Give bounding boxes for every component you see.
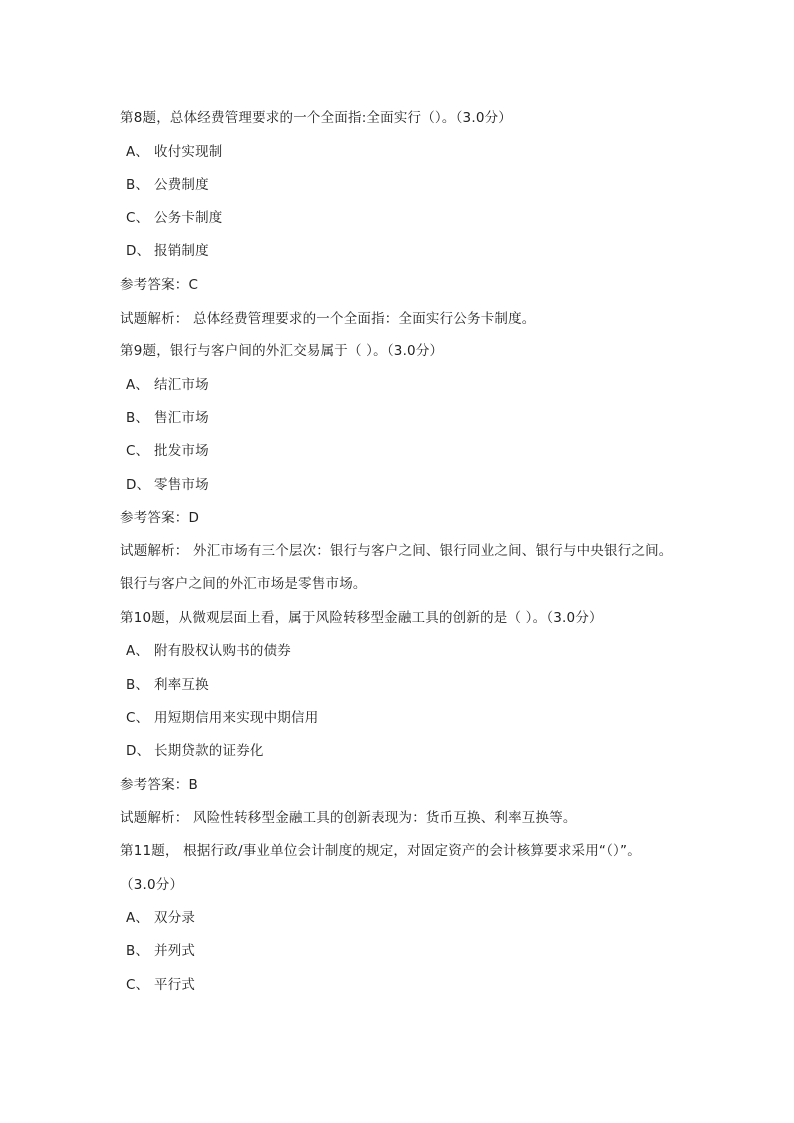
option-letter: A、: [126, 144, 150, 160]
question-11-option-b: [126, 941, 195, 961]
option-letter: A、: [126, 643, 150, 659]
option-letter: A、: [126, 910, 150, 926]
option-letter: B、: [126, 677, 150, 693]
option-text: 平行式: [154, 977, 196, 993]
question-9-option-b: [126, 408, 209, 428]
option-text: 报销制度: [154, 243, 209, 259]
option-text: 结汇市场: [154, 377, 209, 393]
question-9-title: 第9题，银行与客户间的外汇交易属于（ ）。（3.0分）: [120, 343, 444, 359]
question-8-explanation: 试题解析： 总体经费管理要求的一个全面指：全面实行公务卡制度。: [120, 311, 536, 327]
option-letter: D、: [126, 743, 151, 759]
option-letter: C、: [126, 443, 150, 459]
question-11-title-cont: （3.0分）: [120, 877, 184, 893]
option-text: 收付实现制: [154, 144, 223, 160]
question-8-option-b: [126, 175, 209, 195]
question-9-option-d: [126, 475, 209, 495]
option-text: 利率互换: [154, 677, 209, 693]
option-letter: B、: [126, 943, 150, 959]
question-10-option-b: [126, 675, 209, 695]
question-10-explanation: 试题解析： 风险性转移型金融工具的创新表现为：货币互换、利率互换等。: [120, 810, 577, 826]
option-text: 公费制度: [154, 177, 209, 193]
option-text: 附有股权认购书的债券: [154, 643, 291, 659]
option-text: 售汇市场: [154, 410, 209, 426]
question-9-explanation-line-1: 试题解析： 外汇市场有三个层次：银行与客户之间、银行同业之间、银行与中央银行之间。: [120, 543, 673, 559]
option-letter: C、: [126, 977, 150, 993]
question-9-explanation-line-2: 银行与客户之间的外汇市场是零售市场。: [120, 576, 367, 592]
option-text: 并列式: [154, 943, 196, 959]
question-11-option-c: [126, 975, 195, 995]
option-letter: C、: [126, 210, 150, 226]
question-10-title: 第10题，从微观层面上看，属于风险转移型金融工具的创新的是（ ）。（3.0分）: [120, 610, 603, 626]
question-11-option-a: [126, 908, 195, 928]
option-letter: A、: [126, 377, 150, 393]
question-9-answer: 参考答案：D: [120, 510, 200, 526]
question-8-title: 第8题，总体经费管理要求的一个全面指:全面实行（）。（3.0分）: [120, 110, 513, 126]
option-letter: C、: [126, 710, 150, 726]
option-text: 长期贷款的证券化: [154, 743, 264, 759]
question-8-option-c: [126, 208, 223, 228]
question-10-option-d: [126, 741, 264, 761]
option-letter: B、: [126, 177, 150, 193]
question-9-option-a: [126, 375, 209, 395]
question-10-option-c: [126, 708, 318, 728]
question-11-title: 第11题， 根据行政/事业单位会计制度的规定，对固定资产的会计核算要求采用“（）”。: [120, 843, 641, 859]
question-8-option-a: [126, 142, 223, 162]
option-text: 批发市场: [154, 443, 209, 459]
question-9-option-c: [126, 441, 209, 461]
question-10-option-a: [126, 641, 291, 661]
option-letter: D、: [126, 243, 151, 259]
option-letter: D、: [126, 477, 151, 493]
option-text: 零售市场: [154, 477, 209, 493]
question-10-answer: 参考答案：B: [120, 777, 198, 793]
option-text: 公务卡制度: [154, 210, 223, 226]
option-letter: B、: [126, 410, 150, 426]
option-text: 双分录: [154, 910, 196, 926]
question-8-answer: 参考答案：C: [120, 277, 199, 293]
option-text: 用短期信用来实现中期信用: [154, 710, 319, 726]
question-8-option-d: [126, 241, 209, 261]
